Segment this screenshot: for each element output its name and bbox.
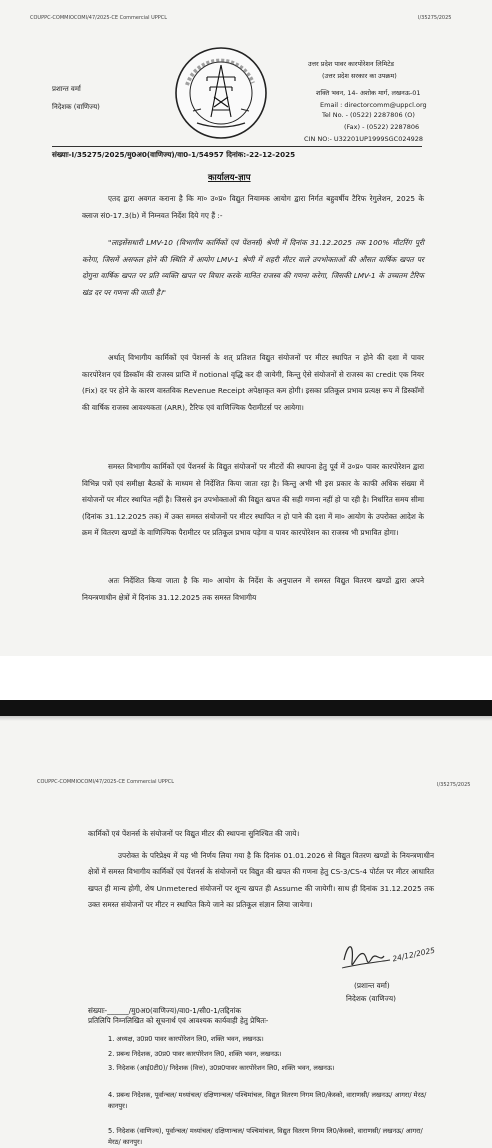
instruction-paragraph: समस्त विभागीय कार्मिकों एवं पेंशनर्स के विद्युत संयोजनों पर मीटरों की स्थापना हेतु पूर्व में उ०प्र० पावर कारपोरेशन द्वारा विभिन्न पत्रों एवं समीक्षा बैठकों के माध्यम से निर्देशित किया जाता रहा है। किन्तु अभी भी इस प्रकार के काफी अधिक संख्या में संयोजनों पर मीटर स्थापित नहीं है। जिससे इन उपभोक्ताओं की विद्युत खपत की सही गणना नहीं हो पा रही है। निर्धारित समय सीमा (दिनांक 31.12.2025 तक) में उक्त समस्त संयोजनों पर मीटर स्थापित न हो पाने की दशा में मा० आयोग के उपरोक्त आदेश के क्रम में वितरण खण्डों के वाणिज्यिक पैरामीटर पर प्रतिकूल प्रभाव पड़ेगा व पावर कारपोरेशन का राजस्व भी प्रभावित होगा। <box>82 462 424 538</box>
signatory-name: (प्रशान्त वर्मा) <box>354 981 390 990</box>
header-divider <box>52 146 422 147</box>
reference-number: संख्याः-I/35275/2025/मु0अ0(वाणिज्य)/वा0-1/54957 दिनांक:-22-12-2025 <box>52 150 296 159</box>
signature-date: 24/12/2025 <box>391 945 436 964</box>
doc-code-left: COUPPC-COMMIOCOMI/47/2025-CE Commercial UPPCL <box>30 15 168 21</box>
company-fax: (Fax) - (0522) 2287806 <box>344 123 420 131</box>
company-email: Email : directorcomm@uppcl.org <box>320 101 427 109</box>
copy-reference-number: संख्याः-______/मु0अ0(वाणिज्य)/वा0-1/सी0-1/तद्दिनांक <box>88 1006 241 1015</box>
doc-code-left-2: COUPPC-COMMIOCOMI/47/2025-CE Commercial UPPCL <box>37 779 175 785</box>
intro-paragraph: एतद द्वारा अवगत कराना है कि मा० उ०प्र० विद्युत नियामक आयोग द्वारा निर्गत बहुवर्षीय टैरिफ रेगुलेशन, 2025 के क्लाज सं0-17.3(b) में निम्नवत निर्देश दिये गए हैं :- <box>82 194 424 220</box>
copy-list-item: 3. निदेशक (आई0टी0)/ निदेशक (वित्त), उ0प्र0पावर कारपोरेशन लि0, शक्ति भवन, लखनऊ। <box>108 1064 335 1072</box>
copy-list-item: 2. प्रबन्ध निदेशक, उ0प्र0 पावर कारपोरेशन लि0, शक्ति भवन, लखनऊ। <box>108 1050 282 1058</box>
copy-list-item: 5. निदेशक (वाणिज्य), पूर्वान्चल/ मध्यांचल/ दक्षिणान्चल/ पश्चिमांचल, विद्युत वितरण निगम लि0/केस्को, वाराणसी/ लखनऊ/ आगरा/ मेरठ/ कानपुर। <box>108 1127 423 1146</box>
regulation-quote: "लाइसेंसधारी LMV-10 (विभागीय कार्मिकों एवं पेंशनर्स) श्रेणी में दिनांक 31.12.2025 तक 100% मीटरिंग पूरी करेगा, जिसमें असफल होने की स्थिति में आयोग LMV-1 श्रेणी में शहरी मीटर वाले उपभोक्ताओं की औसत वार्षिक खपत पर दोगुना वार्षिक खपत पर प्रति व्यक्ति खपत पर विचार करके मानित राजस्व की गणना करेगा, जिसकी LMV-1 के उच्चतम टैरिफ खंड दर पर गणना की जाती है।" <box>82 238 424 297</box>
uppcl-emblem-icon <box>173 45 269 141</box>
direction-paragraph: अतः निर्देशित किया जाता है कि मा० आयोग के निर्देश के अनुपालन में समस्त विद्युत वितरण खण्डों द्वारा अपने नियन्त्रणाधीन क्षेत्रों में दिनांक 31.12.2025 तक समस्त विभागीय <box>82 576 424 602</box>
document-page-2 <box>0 716 492 1148</box>
sender-designation: निदेशक (वाणिज्य) <box>52 103 100 111</box>
page-title: कार्यालय-ज्ञाप <box>208 173 251 183</box>
page-gap-shadow <box>0 700 492 716</box>
copy-list-item: 4. प्रबन्ध निदेशक, पूर्वान्चल/ मध्यांचल/ दक्षिणान्चल/ पश्चिमांचल, विद्युत वितरण निगम लि0/केस्को, वाराणसी/ लखनऊ/ आगरा/ मेरठ/ कानपुर। <box>108 1091 427 1110</box>
doc-code-right: I/35275/2025 <box>418 15 452 21</box>
company-cin: CIN NO:- U32201UP1999SGC024928 <box>304 135 424 143</box>
doc-code-right-2: I/35275/2025 <box>437 782 471 788</box>
copy-to-heading: प्रतिलिपि निम्नलिखित को सूचनार्थ एवं आवश्यक कार्यवाही हेतु प्रेषितः- <box>88 1016 269 1025</box>
govt-undertaking: (उत्तर प्रदेश सरकार का उपक्रम) <box>322 72 397 80</box>
sender-name: प्रशान्त वर्मा <box>52 85 81 93</box>
continuation-line: कार्मिकों एवं पेंशनर्स के संयोजनों पर विद्युत मीटर की स्थापना सुनिश्चित की जाये। <box>88 829 300 838</box>
decision-paragraph: उपरोक्त के परिप्रेक्ष्य में यह भी निर्णय लिया गया है कि दिनांक 01.01.2026 से विद्युत वितरण खण्डों के नियन्त्रणाधीन क्षेत्रों में समस्त विभागीय कार्मिकों एवं पेंशनर्स के संयोजनों पर विद्युत की खपत की गणना हेतु CS-3/CS-4 पोर्टल पर मीटर आधारित खपत ही मान्य होगी, शेष Unmetered संयोजनों पर शून्य खपत ही Assume की जायेगी। साथ ही दिनांक 31.12.2025 तक उक्त समस्त संयोजनों पर मीटर न स्थापित किये जाने का प्रतिकूल संज्ञान लिया जायेगा। <box>88 851 434 910</box>
company-name: उत्तर प्रदेश पावर कारपोरेशन लिमिटेड <box>308 60 395 68</box>
signatory-designation: निदेशक (वाणिज्य) <box>346 994 396 1003</box>
company-tel: Tel No. - (0522) 2287806 (O) <box>322 111 415 119</box>
page-fold-shadow <box>0 716 492 721</box>
copy-list-item: 1. अध्यक्ष, उ0प्र0 पावर कारपोरेशन लि0, शक्ति भवन, लखनऊ। <box>108 1035 264 1043</box>
explanation-paragraph: अर्थात् विभागीय कार्मिकों एवं पेंशनर्स के शत् प्रतिशत विद्युत संयोजनों पर मीटर स्थापित न होने की दशा में पावर कारपोरेशन एवं डिस्कॉम की राजस्व प्राप्ति में notional वृद्धि कर दी जायेगी, किन्तु ऐसे संयोजनों से राजस्व का credit एक नियर (Fix) दर पर होने के कारण वास्तविक Revenue Receipt अपेक्षाकृत कम होगी। इसका प्रतिकूल प्रभाव प्रत्यक्ष रूप में डिस्कॉमों की वार्षिक राजस्व आवश्यकता (ARR), टैरिफ एवं वाणिज्यिक पैरामीटर्स पर आयेगा। <box>82 353 424 412</box>
company-address: शक्ति भवन, 14- अशोक मार्ग, लखनऊ-01 <box>316 89 421 97</box>
